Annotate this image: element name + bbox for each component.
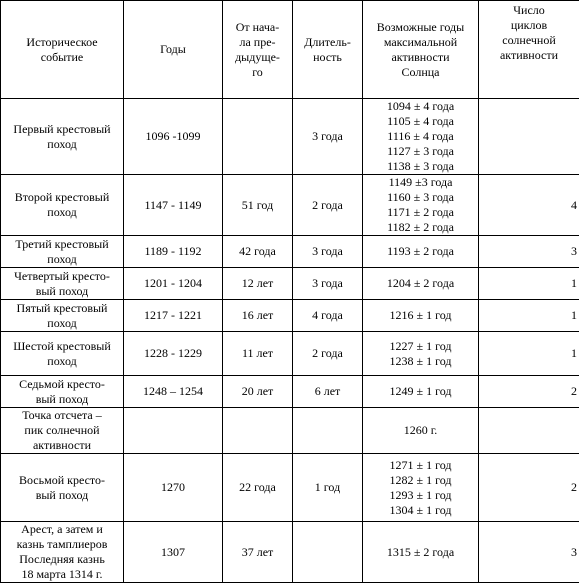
cell-years: 1270 — [124, 454, 223, 522]
cell-solar-activity-years — [363, 376, 479, 408]
cell-line: вый поход — [3, 392, 121, 407]
cell-since-previous: 16 лет — [223, 300, 293, 332]
cell-line: 1116 ± 4 года — [365, 129, 476, 144]
cell-event — [1, 175, 124, 236]
cell-line: Шестой крестовый — [3, 339, 121, 354]
cell-line: казнь тамплиеров — [3, 537, 121, 552]
cell-line: 1227 ± 1 год — [365, 339, 476, 354]
cell-since-previous: 37 лет — [223, 522, 293, 583]
cell-solar-activity-years — [363, 522, 479, 583]
cell-line: поход — [3, 316, 121, 331]
cell-solar-cycles — [479, 99, 579, 175]
cell-line: 1094 ± 4 года — [365, 99, 476, 114]
table-row — [1, 522, 579, 583]
cell-event — [1, 522, 124, 583]
cell-since-previous — [223, 99, 293, 175]
cell-line: активности — [365, 50, 476, 65]
header-solar-cycles — [479, 1, 579, 99]
header-event — [1, 1, 124, 99]
cell-since-previous: 42 года — [223, 236, 293, 268]
cell-duration: 1 год — [293, 454, 363, 522]
cell-line: 1271 ± 1 год — [365, 458, 476, 473]
table-row — [1, 300, 579, 332]
cell-line: Последняя казнь — [3, 552, 121, 567]
cell-solar-activity-years — [363, 300, 479, 332]
cell-duration: 4 года — [293, 300, 363, 332]
table-row — [1, 236, 579, 268]
cell-years: 1248 – 1254 — [124, 376, 223, 408]
cell-line: 1260 г. — [365, 423, 476, 438]
table-row — [1, 376, 579, 408]
cell-line: ность — [295, 50, 360, 65]
cell-duration: 2 года — [293, 175, 363, 236]
cell-line: ла пре- — [225, 35, 290, 50]
cell-years: 1147 - 1149 — [124, 175, 223, 236]
cell-line: Число — [481, 3, 577, 18]
cell-line: поход — [3, 137, 121, 152]
cell-line: 1149 ±3 года — [365, 175, 476, 190]
cell-line: Второй крестовый — [3, 190, 121, 205]
cell-solar-cycles: 1 — [479, 332, 579, 376]
cell-line: 1204 ± 2 года — [365, 276, 476, 291]
header-since-previous — [223, 1, 293, 99]
header-years — [124, 1, 223, 99]
cell-solar-cycles: 3 — [479, 522, 579, 583]
table-row — [1, 268, 579, 300]
cell-duration — [293, 408, 363, 454]
header-duration — [293, 1, 363, 99]
cell-solar-cycles: 3 — [479, 236, 579, 268]
cell-line: событие — [3, 50, 121, 65]
table-row — [1, 99, 579, 175]
cell-line: Историческое — [3, 35, 121, 50]
cell-event — [1, 454, 124, 522]
cell-line: 1216 ± 1 год — [365, 308, 476, 323]
cell-line: дыдуще- — [225, 50, 290, 65]
cell-solar-cycles: 1 — [479, 268, 579, 300]
cell-since-previous: 20 лет — [223, 376, 293, 408]
cell-since-previous: 22 года — [223, 454, 293, 522]
cell-line: 1138 ± 3 года — [365, 159, 476, 174]
header-row — [1, 1, 579, 99]
cell-line: Арест, а затем и — [3, 522, 121, 537]
cell-line: вый поход — [3, 284, 121, 299]
cell-line: го — [225, 65, 290, 80]
cell-line: 1105 ± 4 года — [365, 114, 476, 129]
cell-solar-cycles: 1 — [479, 300, 579, 332]
cell-event — [1, 99, 124, 175]
cell-line: максимальной — [365, 35, 476, 50]
cell-years: 1228 - 1229 — [124, 332, 223, 376]
cell-line: Третий крестовый — [3, 237, 121, 252]
table-row — [1, 454, 579, 522]
cell-years: 1201 - 1204 — [124, 268, 223, 300]
cell-line: Первый крестовый — [3, 122, 121, 137]
cell-event — [1, 268, 124, 300]
table-row — [1, 332, 579, 376]
cell-line: 1293 ± 1 год — [365, 488, 476, 503]
cell-solar-cycles — [479, 408, 579, 454]
cell-solar-activity-years — [363, 454, 479, 522]
cell-solar-cycles: 4 — [479, 175, 579, 236]
cell-years: 1189 - 1192 — [124, 236, 223, 268]
cell-line: 1182 ± 2 года — [365, 220, 476, 235]
cell-line: Годы — [126, 42, 220, 57]
cell-years: 1096 -1099 — [124, 99, 223, 175]
cell-line: 1282 ± 1 год — [365, 473, 476, 488]
cell-duration: 6 лет — [293, 376, 363, 408]
cell-line: Четвертый кресто- — [3, 269, 121, 284]
cell-line: 1238 ± 1 год — [365, 354, 476, 369]
cell-solar-activity-years — [363, 175, 479, 236]
cell-line: пик солнечной — [3, 423, 121, 438]
cell-event — [1, 300, 124, 332]
header-solar-activity-years — [363, 1, 479, 99]
cell-line: 1315 ± 2 года — [365, 545, 476, 560]
cell-solar-activity-years — [363, 99, 479, 175]
cell-line: циклов — [481, 18, 577, 33]
cell-event — [1, 332, 124, 376]
cell-solar-cycles: 2 — [479, 376, 579, 408]
cell-since-previous: 51 год — [223, 175, 293, 236]
cell-since-previous: 12 лет — [223, 268, 293, 300]
cell-event — [1, 408, 124, 454]
cell-line: 1171 ± 2 года — [365, 205, 476, 220]
cell-solar-activity-years — [363, 268, 479, 300]
cell-event — [1, 236, 124, 268]
cell-line: Восьмой кресто- — [3, 473, 121, 488]
cell-duration: 3 года — [293, 268, 363, 300]
cell-years: 1217 - 1221 — [124, 300, 223, 332]
cell-line: активности — [3, 438, 121, 453]
cell-line: 18 марта 1314 г. — [3, 567, 121, 582]
cell-duration: 2 года — [293, 332, 363, 376]
cell-duration: 3 года — [293, 99, 363, 175]
cell-solar-activity-years — [363, 332, 479, 376]
cell-duration: 3 года — [293, 236, 363, 268]
cell-line: поход — [3, 205, 121, 220]
cell-line: Солнца — [365, 65, 476, 80]
cell-line: Точка отсчета – — [3, 408, 121, 423]
cell-line: 1160 ± 3 года — [365, 190, 476, 205]
cell-line: солнечной — [481, 33, 577, 48]
cell-duration — [293, 522, 363, 583]
table-row — [1, 408, 579, 454]
cell-since-previous — [223, 408, 293, 454]
cell-line: 1127 ± 3 года — [365, 144, 476, 159]
cell-solar-activity-years — [363, 408, 479, 454]
cell-years: 1307 — [124, 522, 223, 583]
cell-solar-activity-years — [363, 236, 479, 268]
cell-line: Длитель- — [295, 35, 360, 50]
cell-line: Пятый крестовый — [3, 301, 121, 316]
cell-solar-cycles: 2 — [479, 454, 579, 522]
cell-line: От нача- — [225, 20, 290, 35]
cell-line: Возможные годы — [365, 20, 476, 35]
table-row — [1, 175, 579, 236]
cell-line: 1193 ± 2 года — [365, 244, 476, 259]
cell-line: вый поход — [3, 488, 121, 503]
cell-line: поход — [3, 354, 121, 369]
cell-line: 1304 ± 1 год — [365, 503, 476, 518]
cell-line: 1249 ± 1 год — [365, 384, 476, 399]
cell-line: активности — [481, 48, 577, 63]
cell-line: поход — [3, 252, 121, 267]
cell-event — [1, 376, 124, 408]
cell-years — [124, 408, 223, 454]
cell-since-previous: 11 лет — [223, 332, 293, 376]
cell-line: Седьмой кресто- — [3, 377, 121, 392]
